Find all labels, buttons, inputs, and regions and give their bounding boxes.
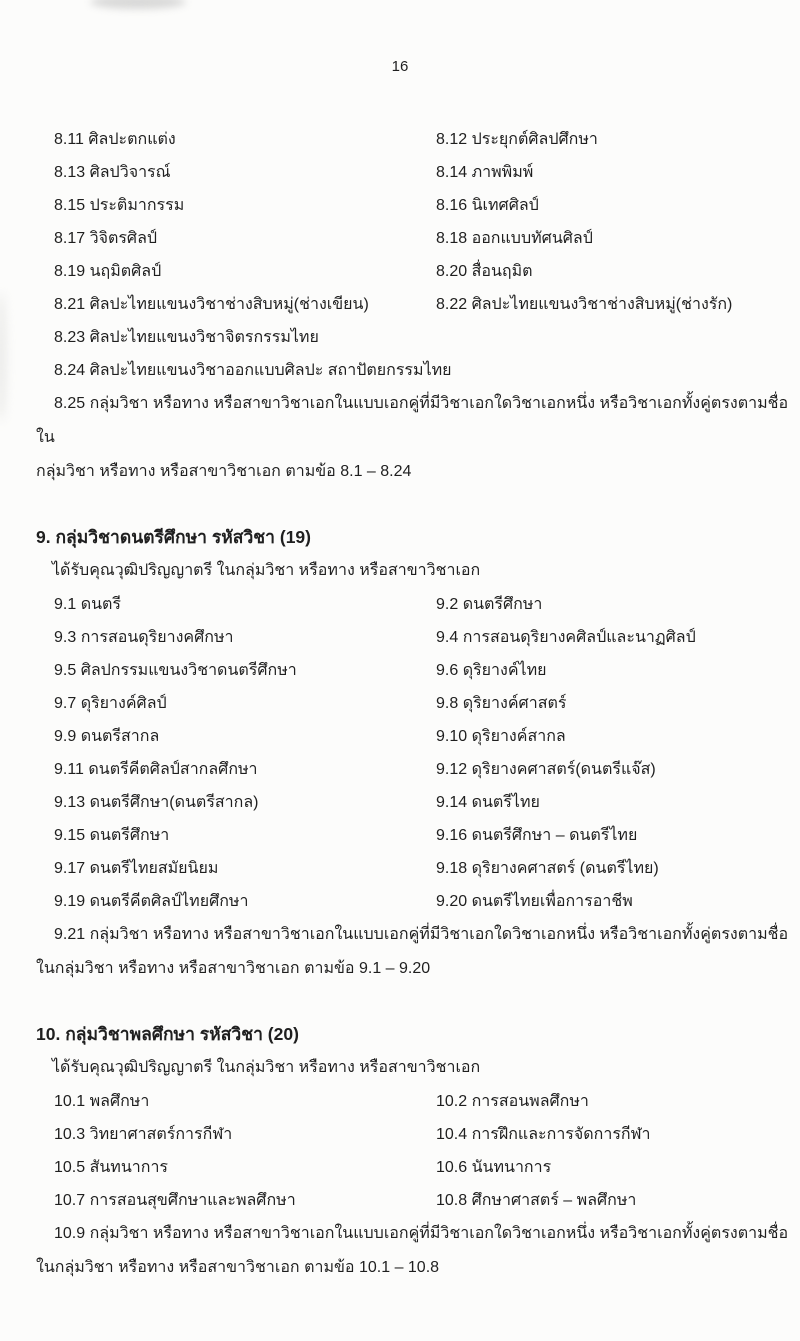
subject-item: 9.18 ดุริยางคศาสตร์ (ดนตรีไทย) [436,860,659,877]
subject-item: 8.23 ศิลปะไทยแขนงวิชาจิตรกรรมไทย [54,329,319,346]
subject-pair-row [36,255,792,288]
section-8-art-majors [36,123,792,489]
subject-item: 9.6 ดุริยางค์ไทย [436,662,547,679]
subject-item: 9.3 การสอนดุริยางคศึกษา [54,629,234,646]
subject-item: 9.2 ดนตรีศึกษา [436,596,543,613]
subject-pair-row [36,687,792,720]
subject-pair-row [36,156,792,189]
closing-note-line2: ในกลุ่มวิชา หรือทาง หรือสาขาวิชาเอก ตามข้อ 9.1 – 9.20 [36,960,431,977]
subject-item: 8.12 ประยุกต์ศิลปศึกษา [436,131,598,148]
page-content [0,123,800,1285]
section-9-music-education [36,520,792,986]
subject-pair-row [36,123,792,156]
subject-item: 9.9 ดนตรีสากล [54,728,160,745]
subject-item: 9.16 ดนตรีศึกษา – ดนตรีไทย [436,827,638,844]
subject-item: 10.4 การฝึกและการจัดการกีฬา [436,1126,651,1143]
degree-requirement-line: ได้รับคุณวุฒิปริญญาตรี ในกลุ่มวิชา หรือทาง หรือสาขาวิชาเอก [52,1059,481,1076]
subject-item: 9.4 การสอนดุริยางคศิลป์และนาฏศิลป์ [436,629,696,646]
subject-item: 8.18 ออกแบบทัศนศิลป์ [436,230,593,247]
closing-note-line1: 9.21 กลุ่มวิชา หรือทาง หรือสาขาวิชาเอกในแบบเอกคู่ที่มีวิชาเอกใดวิชาเอกหนึ่ง หรือวิชาเอกทั้งคู่ตรงตามชื่อ [54,926,789,943]
subject-item: 8.21 ศิลปะไทยแขนงวิชาช่างสิบหมู่(ช่างเขียน) [54,296,369,313]
subject-item: 9.17 ดนตรีไทยสมัยนิยม [54,860,219,877]
subject-pair-row [36,1118,792,1151]
subject-item: 9.10 ดุริยางค์สากล [436,728,566,745]
subject-pair-row [36,288,792,321]
subject-pair-row [36,1151,792,1184]
subject-pair-row [36,588,792,621]
subject-item: 10.5 สันทนาการ [54,1159,169,1176]
subject-pair-row [36,621,792,654]
subject-pair-row [36,222,792,255]
subject-item: 10.1 พลศึกษา [54,1093,150,1110]
subject-item: 9.7 ดุริยางค์ศิลป์ [54,695,167,712]
page-number: 16 [391,58,409,75]
subject-item: 10.7 การสอนสุขศึกษาและพลศึกษา [54,1192,296,1209]
subject-item: 9.8 ดุริยางค์ศาสตร์ [436,695,567,712]
subject-item: 8.22 ศิลปะไทยแขนงวิชาช่างสิบหมู่(ช่างรัก) [436,296,733,313]
subject-pair-row [36,1085,792,1118]
subject-pair-row [36,786,792,819]
subject-item: 8.11 ศิลปะตกแต่ง [54,131,176,148]
closing-note-line1: 8.25 กลุ่มวิชา หรือทาง หรือสาขาวิชาเอกในแบบเอกคู่ที่มีวิชาเอกใดวิชาเอกหนึ่ง หรือวิชาเอกทั้งคู่ตรงตามชื่อใน [36,395,789,446]
subject-item: 9.1 ดนตรี [54,596,121,613]
subject-item: 10.3 วิทยาศาสตร์การกีฬา [54,1126,233,1143]
subject-item: 9.19 ดนตรีคีตศิลป์ไทยศึกษา [54,893,249,910]
subject-item: 9.12 ดุริยางคศาสตร์(ดนตรีแจ๊ส) [436,761,656,778]
closing-note-line1: 10.9 กลุ่มวิชา หรือทาง หรือสาขาวิชาเอกในแบบเอกคู่ที่มีวิชาเอกใดวิชาเอกหนึ่ง หรือวิชาเอกทั้งคู่ตรงตามชื่อ [54,1225,789,1242]
subject-item: 9.5 ศิลปกรรมแขนงวิชาดนตรีศึกษา [54,662,297,679]
subject-item: 8.14 ภาพพิมพ์ [436,164,534,181]
closing-note-line2: ในกลุ่มวิชา หรือทาง หรือสาขาวิชาเอก ตามข้อ 10.1 – 10.8 [36,1259,440,1276]
subject-item: 10.8 ศึกษาศาสตร์ – พลศึกษา [436,1192,637,1209]
subject-pair-row [36,852,792,885]
subject-item: 8.19 นฤมิตศิลป์ [54,263,162,280]
section-heading: 10. กลุ่มวิชาพลศึกษา รหัสวิชา (20) [36,1024,299,1044]
subject-pair-row [36,1184,792,1217]
subject-pair-row [36,753,792,786]
subject-item: 8.13 ศิลปวิจารณ์ [54,164,171,181]
subject-pair-row [36,654,792,687]
subject-item: 9.14 ดนตรีไทย [436,794,540,811]
subject-pair-row [36,189,792,222]
section-heading: 9. กลุ่มวิชาดนตรีศึกษา รหัสวิชา (19) [36,527,311,547]
section-10-physical-education [36,1017,792,1285]
subject-item: 8.20 สื่อนฤมิต [436,263,533,280]
subject-item: 8.17 วิจิตรศิลป์ [54,230,158,247]
subject-item: 9.15 ดนตรีศึกษา [54,827,170,844]
subject-item: 8.15 ประติมากรรม [54,197,185,214]
subject-item: 10.2 การสอนพลศึกษา [436,1093,589,1110]
subject-pair-row [36,885,792,918]
subject-item: 8.24 ศิลปะไทยแขนงวิชาออกแบบศิลปะ สถาปัตยกรรมไทย [54,362,452,379]
subject-item: 9.13 ดนตรีศึกษา(ดนตรีสากล) [54,794,259,811]
closing-note-line2: กลุ่มวิชา หรือทาง หรือสาขาวิชาเอก ตามข้อ 8.1 – 8.24 [36,463,412,480]
subject-item: 8.16 นิเทศศิลป์ [436,197,539,214]
subject-item: 10.6 นันทนาการ [436,1159,552,1176]
subject-pair-row [36,720,792,753]
subject-item: 9.11 ดนตรีคีตศิลป์สากลศึกษา [54,761,258,778]
degree-requirement-line: ได้รับคุณวุฒิปริญญาตรี ในกลุ่มวิชา หรือทาง หรือสาขาวิชาเอก [52,562,481,579]
subject-pair-row [36,819,792,852]
subject-item: 9.20 ดนตรีไทยเพื่อการอาชีพ [436,893,633,910]
